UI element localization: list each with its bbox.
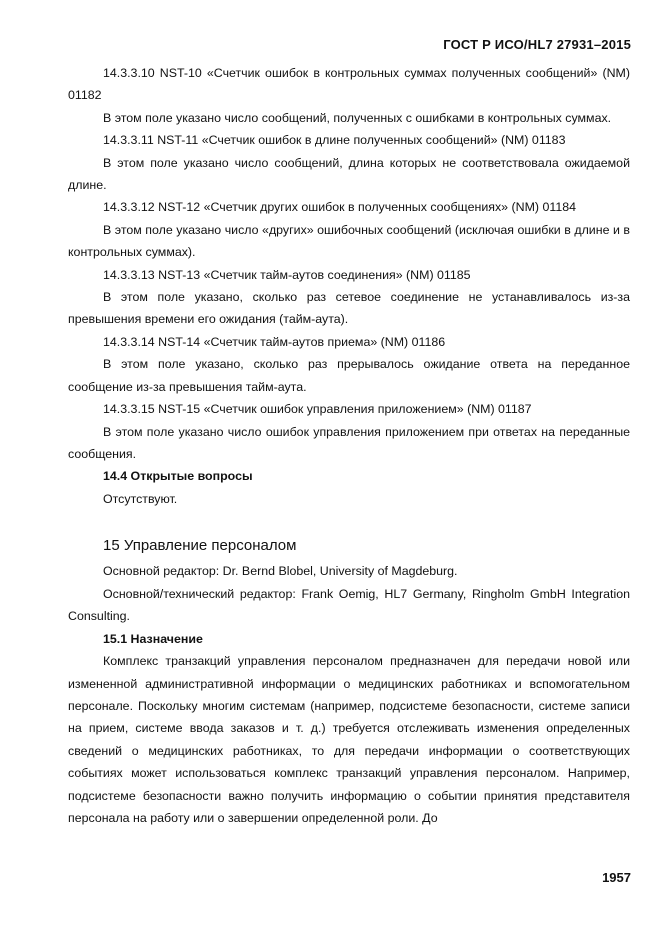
purpose-paragraph: Комплекс транзакций управления персоналом предназначен для передачи новой или измененной административной информации о медицинских работниках и вспомогательном персонале. Поскольку многим системам (например, подсистеме безопасности, системе записи на прием, системе ввода заказов и т. д.) требуется отслеживать изменения определенных сведений о медицинских работниках, то для передачи информации о соответствующих событиях может использоваться комплекс транзакций управления персоналом. Например, подсистеме безопасности важно получить информацию о событии принятия представителя персонала на работу или о завершении определенной роли. До — [68, 654, 630, 825]
section-15-title: 15 Управление персоналом — [103, 537, 297, 555]
field-title-nst-10: 14.3.3.10 NST-10 «Счетчик ошибок в контрольных суммах полученных сообщений» (NM) 01182 — [68, 66, 630, 103]
standard-header: ГОСТ Р ИСО/HL7 27931–2015 — [443, 37, 631, 52]
field-description-nst-15: В этом поле указано число ошибок управления приложением при ответах на переданные сообщения. — [68, 424, 630, 461]
field-description-nst-12: В этом поле указано число «других» ошибочных сообщений (исключая ошибки в длине и в контрольных суммах). — [68, 222, 630, 260]
field-description-nst-14: В этом поле указано, сколько раз прерывалось ожидание ответа на переданное сообщение из-за превышения тайм-аута. — [68, 357, 630, 394]
field-description-nst-13: В этом поле указано, сколько раз сетевое соединение не устанавливалось из-за превышения времени его ожидания (тайм-аута). — [68, 290, 630, 327]
technical-editor-label: Основной/технический редактор: — [103, 586, 296, 601]
field-description-nst-10: В этом поле указано число сообщений, полученных с ошибками в контрольных суммах. — [103, 110, 612, 125]
main-editor-label: Основной редактор: — [103, 564, 220, 579]
field-title-nst-12: 14.3.3.12 NST-12 «Счетчик других ошибок в полученных сообщениях» (NM) 01184 — [103, 200, 576, 215]
field-title-nst-14: 14.3.3.14 NST-14 «Счетчик тайм-аутов приема» (NM) 01186 — [103, 334, 446, 349]
technical-editor-line — [68, 583, 630, 628]
main-editor-line — [68, 560, 630, 582]
technical-editor-value: Frank Oemig, HL7 Germany, Ringholm GmbH Integration Consulting. — [68, 586, 630, 624]
field-title-nst-11: 14.3.3.11 NST-11 «Счетчик ошибок в длине полученных сообщений» (NM) 01183 — [103, 133, 566, 148]
page-content — [68, 62, 630, 829]
open-questions-text: Отсутствуют. — [103, 491, 178, 506]
field-title-nst-13: 14.3.3.13 NST-13 «Счетчик тайм-аутов соединения» (NM) 01185 — [103, 267, 471, 282]
field-title-nst-15: 14.3.3.15 NST-15 «Счетчик ошибок управления приложением» (NM) 01187 — [103, 402, 532, 417]
open-questions-heading: 14.4 Открытые вопросы — [103, 469, 253, 484]
page-number: 1957 — [602, 870, 631, 885]
main-editor-value: Dr. Bernd Blobel, University of Magdeburg. — [222, 564, 458, 579]
purpose-heading: 15.1 Назначение — [103, 631, 203, 646]
field-description-nst-11: В этом поле указано число сообщений, длина которых не соответствовала ожидаемой длине. — [68, 155, 630, 193]
